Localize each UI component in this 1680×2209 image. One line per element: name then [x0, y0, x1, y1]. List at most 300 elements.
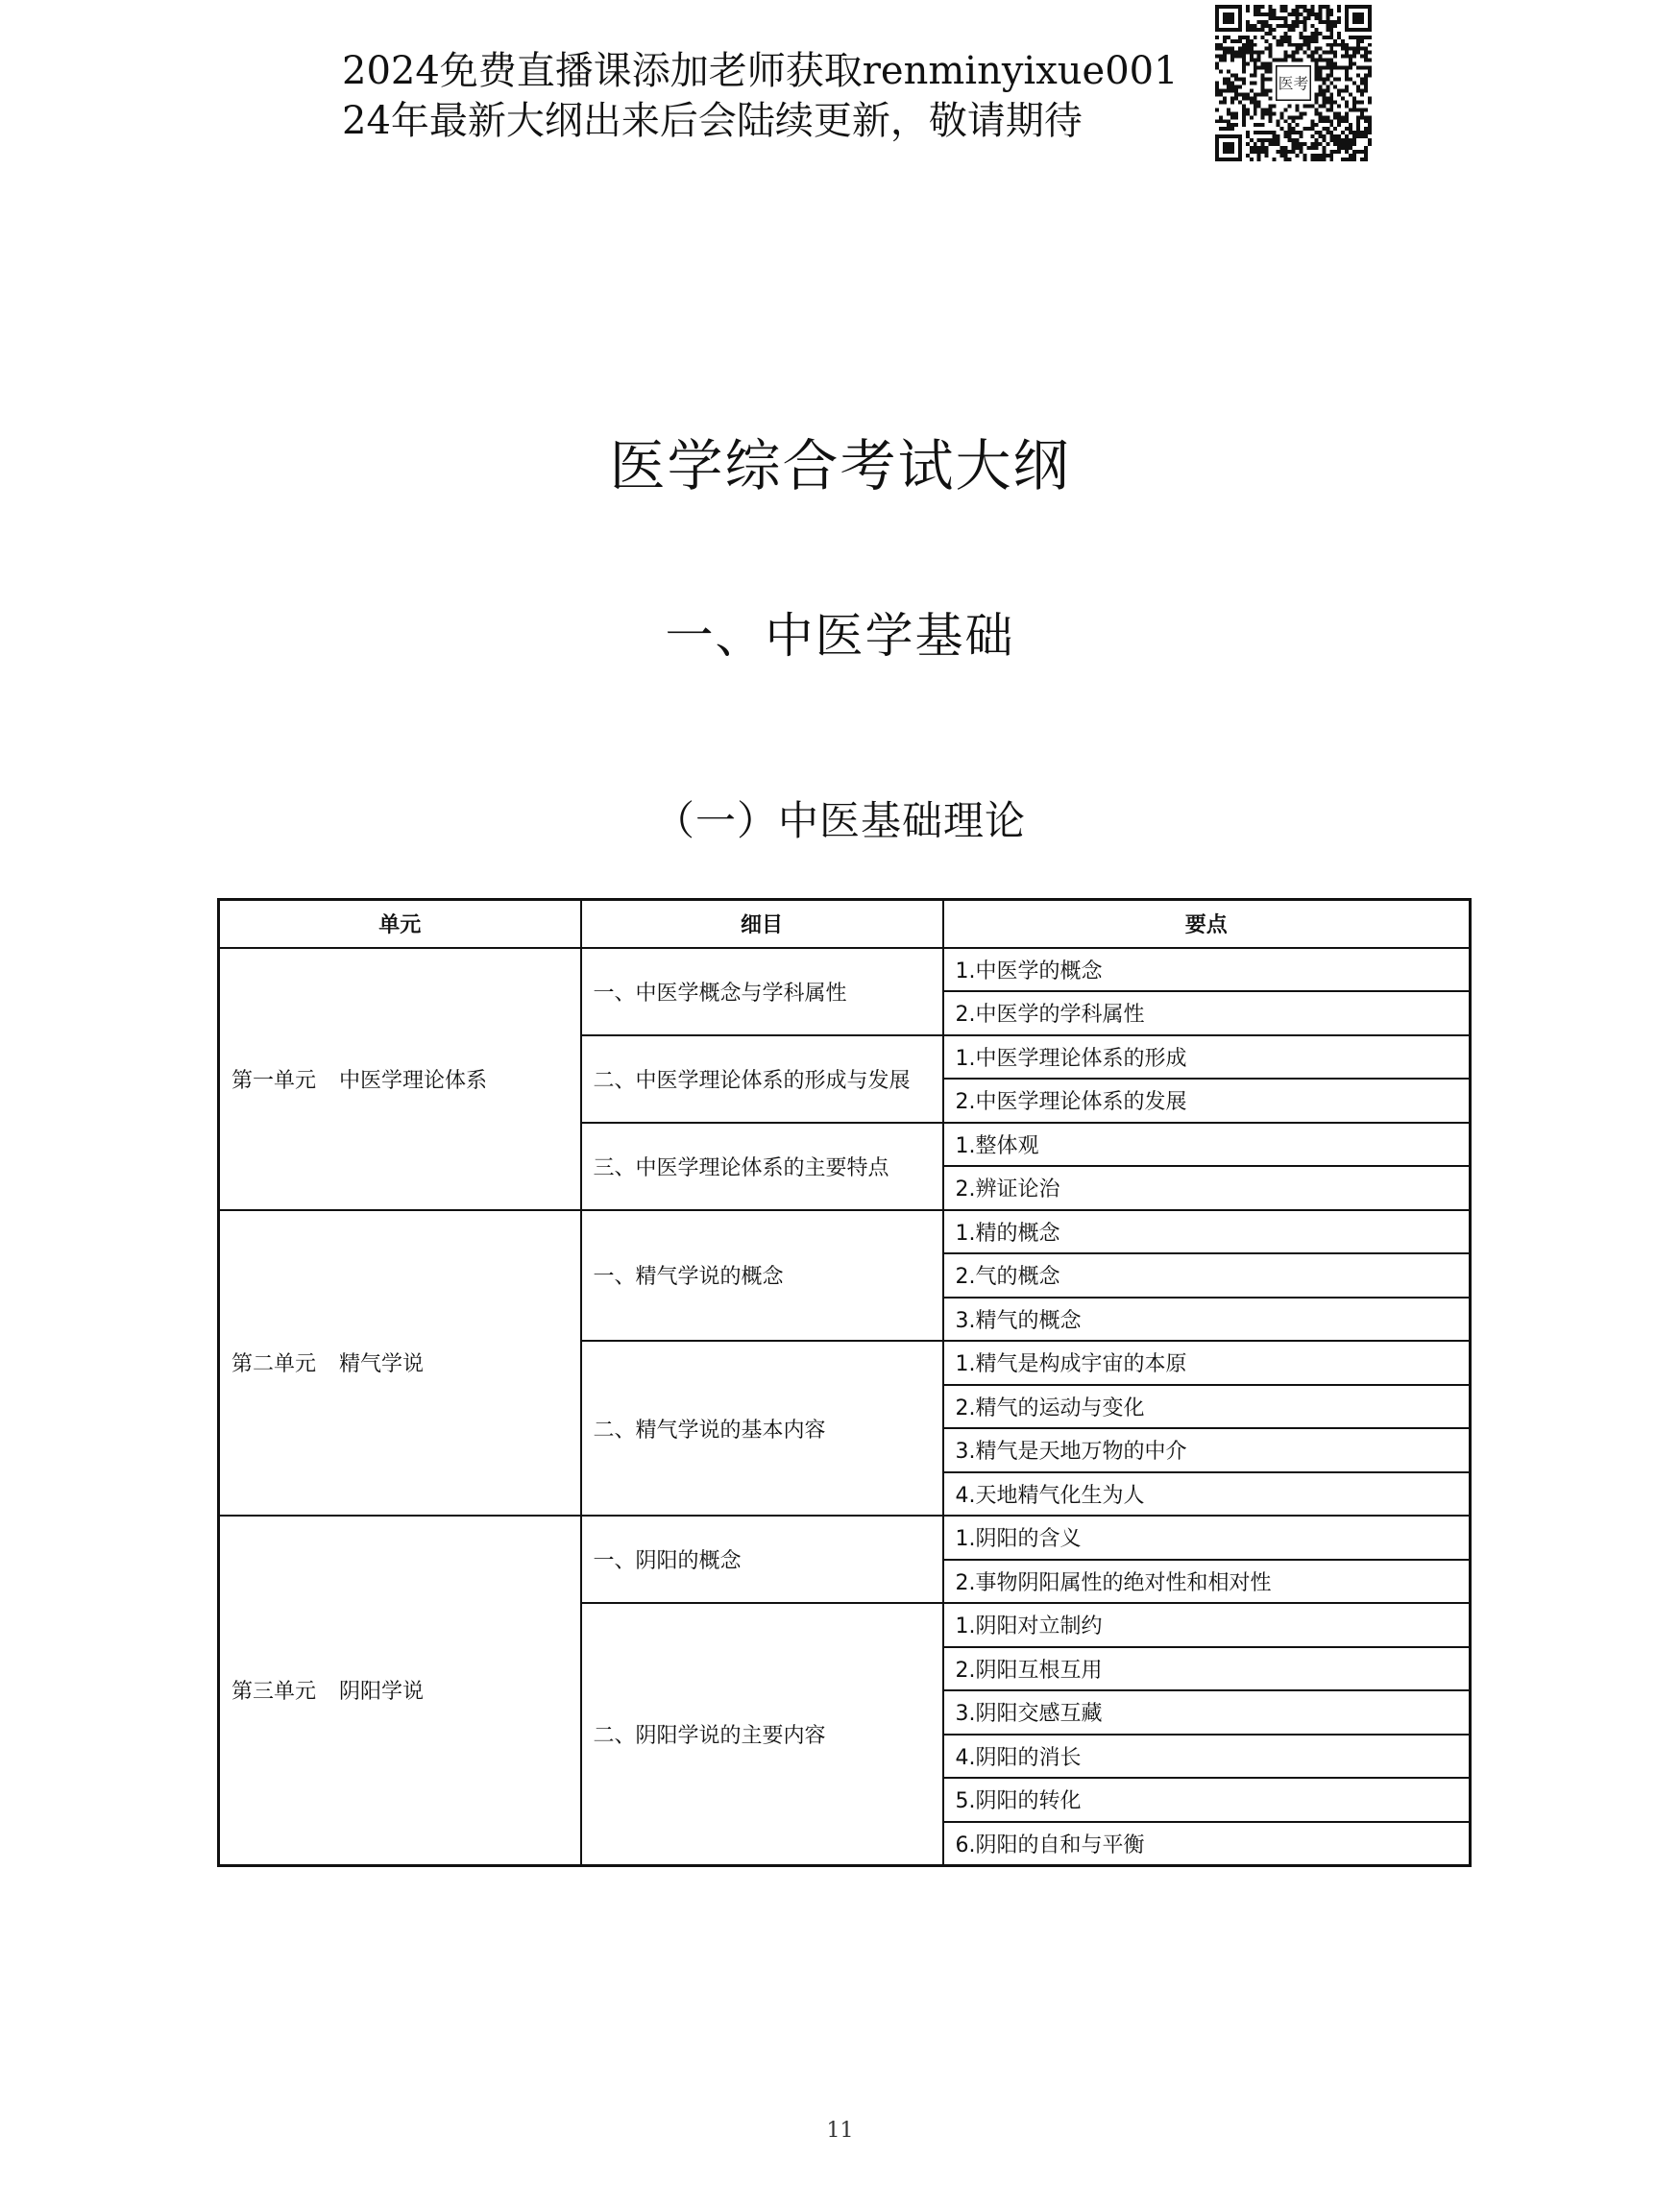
qr-module [1288, 138, 1292, 142]
qr-module [1360, 134, 1364, 138]
qr-module [1341, 88, 1345, 92]
qr-module [1337, 119, 1341, 123]
qr-module [1261, 88, 1265, 92]
qr-module [1215, 62, 1219, 66]
qr-module [1326, 62, 1329, 66]
qr-module [1215, 55, 1219, 59]
qr-module [1368, 66, 1372, 70]
qr-module [1238, 92, 1242, 96]
qr-module [1337, 36, 1341, 39]
qr-module [1310, 55, 1314, 59]
qr-module [1242, 70, 1246, 74]
qr-module [1295, 47, 1299, 51]
qr-module [1246, 36, 1250, 39]
qr-module [1269, 43, 1273, 47]
qr-module [1322, 100, 1326, 104]
qr-module [1341, 66, 1345, 70]
qr-module [1292, 150, 1296, 154]
qr-module [1273, 142, 1277, 146]
qr-module [1292, 115, 1296, 119]
point-cell: 1.阴阳的含义 [943, 1516, 1471, 1560]
qr-module [1337, 134, 1341, 138]
qr-module [1326, 154, 1329, 158]
qr-module [1238, 100, 1242, 104]
qr-module [1368, 74, 1372, 78]
qr-module [1223, 96, 1227, 100]
qr-module [1246, 131, 1250, 134]
qr-module [1261, 12, 1265, 16]
qr-module [1273, 28, 1277, 32]
qr-module [1295, 24, 1299, 28]
qr-module [1364, 36, 1368, 39]
qr-module [1329, 12, 1333, 16]
qr-module [1345, 78, 1349, 82]
qr-module [1345, 134, 1349, 138]
qr-module [1246, 5, 1250, 9]
unit-name: 精气学说 [339, 1352, 425, 1377]
point-cell: 2.事物阴阳属性的绝对性和相对性 [943, 1560, 1471, 1604]
qr-module [1284, 158, 1288, 161]
qr-module [1265, 78, 1269, 82]
qr-module [1242, 115, 1246, 119]
qr-module [1284, 51, 1288, 55]
qr-module [1329, 154, 1333, 158]
syllabus-table [217, 898, 1472, 1867]
qr-module [1352, 100, 1356, 104]
qr-module [1273, 36, 1277, 39]
table-row [219, 1516, 1471, 1560]
qr-module [1314, 108, 1318, 111]
qr-module [1368, 59, 1372, 62]
qr-module [1299, 47, 1303, 51]
qr-module [1215, 66, 1219, 70]
qr-module [1352, 131, 1356, 134]
qr-module [1329, 51, 1333, 55]
qr-module [1303, 158, 1306, 161]
qr-module [1314, 70, 1318, 74]
qr-module [1364, 134, 1368, 138]
qr-module [1303, 20, 1306, 24]
qr-module [1333, 111, 1337, 115]
qr-module [1250, 59, 1254, 62]
qr-module [1318, 85, 1322, 88]
qr-module [1257, 55, 1261, 59]
qr-module [1326, 24, 1329, 28]
qr-module [1337, 146, 1341, 150]
qr-module [1265, 146, 1269, 150]
qr-module [1254, 123, 1257, 127]
qr-module [1227, 111, 1230, 115]
qr-module [1318, 16, 1322, 20]
qr-module [1345, 70, 1349, 74]
qr-module [1219, 47, 1223, 51]
qr-module [1356, 134, 1360, 138]
qr-module [1310, 51, 1314, 55]
qr-module [1356, 131, 1360, 134]
qr-module [1277, 123, 1280, 127]
unit-number: 第一单元 [231, 1068, 317, 1093]
qr-module [1360, 131, 1364, 134]
qr-module [1269, 108, 1273, 111]
qr-module [1364, 127, 1368, 131]
qr-module [1295, 115, 1299, 119]
qr-module [1261, 131, 1265, 134]
qr-module [1269, 88, 1273, 92]
qr-module [1265, 92, 1269, 96]
qr-module [1322, 5, 1326, 9]
qr-module [1345, 88, 1349, 92]
qr-module [1352, 138, 1356, 142]
qr-module [1295, 20, 1299, 24]
qr-module [1261, 146, 1265, 150]
qr-module [1215, 108, 1219, 111]
qr-module [1303, 9, 1306, 12]
qr-module [1292, 59, 1296, 62]
qr-module [1227, 47, 1230, 51]
qr-module [1295, 43, 1299, 47]
qr-module [1265, 111, 1269, 115]
qr-module [1284, 59, 1288, 62]
qr-module [1329, 138, 1333, 142]
qr-module [1360, 88, 1364, 92]
qr-module [1349, 123, 1352, 127]
qr-module [1314, 51, 1318, 55]
qr-module [1356, 108, 1360, 111]
qr-module [1314, 96, 1318, 100]
qr-module [1326, 108, 1329, 111]
qr-module [1318, 131, 1322, 134]
qr-module [1349, 154, 1352, 158]
qr-module [1257, 9, 1261, 12]
qr-module [1295, 138, 1299, 142]
qr-module [1310, 59, 1314, 62]
qr-module [1284, 24, 1288, 28]
qr-module [1333, 66, 1337, 70]
qr-module [1242, 62, 1246, 66]
qr-module [1269, 78, 1273, 82]
qr-module [1314, 154, 1318, 158]
qr-module [1280, 9, 1284, 12]
qr-module [1284, 39, 1288, 43]
qr-module [1318, 59, 1322, 62]
qr-module [1230, 115, 1234, 119]
qr-module [1322, 96, 1326, 100]
qr-module [1250, 74, 1254, 78]
qr-module [1326, 131, 1329, 134]
qr-module [1303, 5, 1306, 9]
qr-module [1254, 59, 1257, 62]
qr-module [1322, 20, 1326, 24]
qr-module [1310, 24, 1314, 28]
qr-module [1352, 55, 1356, 59]
qr-module [1326, 119, 1329, 123]
qr-module [1250, 82, 1254, 85]
qr-module [1261, 78, 1265, 82]
qr-module [1215, 43, 1219, 47]
unit-number: 第三单元 [231, 1680, 317, 1705]
point-cell: 3.阴阳交感互藏 [943, 1690, 1471, 1735]
qr-module [1299, 115, 1303, 119]
qr-module [1333, 127, 1337, 131]
qr-module [1257, 158, 1261, 161]
qr-module [1337, 111, 1341, 115]
qr-module [1284, 146, 1288, 150]
qr-module [1329, 150, 1333, 154]
qr-module [1322, 88, 1326, 92]
qr-module [1329, 62, 1333, 66]
qr-module [1280, 154, 1284, 158]
qr-module [1254, 36, 1257, 39]
qr-module [1277, 24, 1280, 28]
qr-module [1326, 66, 1329, 70]
qr-module [1219, 70, 1223, 74]
qr-module [1310, 104, 1314, 108]
qr-module [1345, 43, 1349, 47]
qr-module [1299, 142, 1303, 146]
qr-module [1265, 150, 1269, 154]
item-cell: 三、中医学理论体系的主要特点 [581, 1123, 943, 1210]
qr-module [1257, 150, 1261, 154]
qr-module [1341, 43, 1345, 47]
qr-module [1368, 142, 1372, 146]
point-cell: 1.阴阳对立制约 [943, 1603, 1471, 1647]
qr-module [1257, 154, 1261, 158]
qr-module [1318, 32, 1322, 36]
qr-module [1322, 146, 1326, 150]
qr-module [1265, 24, 1269, 28]
qr-module [1257, 138, 1261, 142]
qr-module [1288, 12, 1292, 16]
qr-module [1368, 138, 1372, 142]
qr-module [1292, 146, 1296, 150]
qr-module [1368, 131, 1372, 134]
qr-module [1333, 142, 1337, 146]
qr-module [1238, 36, 1242, 39]
qr-module [1360, 150, 1364, 154]
qr-module [1352, 158, 1356, 161]
qr-module [1295, 12, 1299, 16]
header-item: 细目 [581, 900, 943, 948]
qr-module [1284, 36, 1288, 39]
qr-module [1333, 100, 1337, 104]
qr-module [1318, 92, 1322, 96]
qr-module [1288, 127, 1292, 131]
qr-module [1360, 78, 1364, 82]
qr-module [1337, 142, 1341, 146]
qr-module [1349, 47, 1352, 51]
qr-module [1246, 134, 1250, 138]
qr-module [1265, 70, 1269, 74]
qr-module [1364, 154, 1368, 158]
qr-module [1223, 51, 1227, 55]
qr-module [1250, 150, 1254, 154]
header-promo-line-1: 2024免费直播课添加老师获取renminyixue001 [342, 49, 1179, 93]
qr-module [1219, 100, 1223, 104]
qr-module [1349, 108, 1352, 111]
qr-module [1234, 55, 1238, 59]
qr-module [1299, 111, 1303, 115]
qr-module [1280, 111, 1284, 115]
qr-module [1273, 138, 1277, 142]
qr-module [1356, 127, 1360, 131]
qr-module [1257, 59, 1261, 62]
qr-module [1360, 55, 1364, 59]
qr-module [1257, 20, 1261, 24]
qr-module [1254, 74, 1257, 78]
qr-module [1322, 66, 1326, 70]
qr-module [1288, 43, 1292, 47]
qr-module [1288, 24, 1292, 28]
qr-module [1314, 92, 1318, 96]
qr-module [1250, 100, 1254, 104]
table-header-row [219, 900, 1471, 948]
qr-module [1322, 36, 1326, 39]
qr-module [1356, 100, 1360, 104]
qr-module [1368, 51, 1372, 55]
qr-module [1265, 66, 1269, 70]
qr-module [1227, 88, 1230, 92]
qr-module [1333, 43, 1337, 47]
qr-module [1299, 5, 1303, 9]
qr-module [1250, 158, 1254, 161]
qr-module [1341, 115, 1345, 119]
qr-module [1246, 92, 1250, 96]
qr-module [1254, 100, 1257, 104]
qr-module [1318, 142, 1322, 146]
qr-module [1280, 150, 1284, 154]
qr-module [1269, 12, 1273, 16]
qr-module [1368, 127, 1372, 131]
qr-module [1288, 104, 1292, 108]
qr-module [1329, 66, 1333, 70]
qr-module [1269, 24, 1273, 28]
qr-module [1364, 150, 1368, 154]
qr-module [1254, 104, 1257, 108]
qr-module [1314, 66, 1318, 70]
qr-module [1352, 142, 1356, 146]
qr-module [1352, 36, 1356, 39]
qr-module [1230, 96, 1234, 100]
qr-module [1261, 62, 1265, 66]
qr-module [1341, 47, 1345, 51]
qr-module [1261, 138, 1265, 142]
qr-module [1246, 9, 1250, 12]
qr-module [1368, 70, 1372, 74]
qr-module [1257, 12, 1261, 16]
qr-module [1295, 142, 1299, 146]
qr-module [1238, 85, 1242, 88]
qr-module [1306, 146, 1310, 150]
qr-module [1310, 123, 1314, 127]
qr-module [1337, 20, 1341, 24]
point-cell: 2.气的概念 [943, 1253, 1471, 1298]
qr-module [1280, 5, 1284, 9]
qr-module [1246, 96, 1250, 100]
qr-module [1314, 39, 1318, 43]
qr-module [1269, 70, 1273, 74]
qr-module [1292, 55, 1296, 59]
qr-module [1215, 47, 1219, 51]
qr-module [1292, 119, 1296, 123]
qr-module [1337, 115, 1341, 119]
qr-module [1227, 119, 1230, 123]
qr-module [1246, 111, 1250, 115]
qr-module [1310, 146, 1314, 150]
qr-module [1326, 74, 1329, 78]
qr-module [1277, 138, 1280, 142]
qr-module [1322, 104, 1326, 108]
qr-module [1257, 100, 1261, 104]
qr-module [1329, 92, 1333, 96]
qr-module [1326, 96, 1329, 100]
qr-module [1227, 78, 1230, 82]
qr-module [1314, 47, 1318, 51]
qr-module [1295, 131, 1299, 134]
qr-module [1250, 88, 1254, 92]
qr-module [1352, 104, 1356, 108]
qr-module [1352, 108, 1356, 111]
section-title: 一、中医学基础 [665, 608, 1015, 664]
qr-module [1269, 115, 1273, 119]
qr-module [1265, 108, 1269, 111]
qr-module [1352, 96, 1356, 100]
point-cell: 4.阴阳的消长 [943, 1735, 1471, 1779]
qr-module [1261, 123, 1265, 127]
qr-module [1219, 88, 1223, 92]
qr-module [1318, 158, 1322, 161]
qr-module [1261, 142, 1265, 146]
qr-module [1326, 59, 1329, 62]
qr-module [1269, 111, 1273, 115]
qr-module [1322, 134, 1326, 138]
qr-module [1223, 100, 1227, 104]
qr-module [1254, 92, 1257, 96]
qr-module [1329, 119, 1333, 123]
qr-module [1265, 154, 1269, 158]
qr-module [1329, 123, 1333, 127]
qr-module [1314, 78, 1318, 82]
qr-module [1227, 127, 1230, 131]
qr-module [1230, 88, 1234, 92]
qr-module [1284, 134, 1288, 138]
qr-module [1277, 134, 1280, 138]
qr-module [1261, 20, 1265, 24]
qr-module [1295, 123, 1299, 127]
qr-module [1265, 39, 1269, 43]
qr-module [1345, 138, 1349, 142]
qr-module [1246, 39, 1250, 43]
qr-module [1215, 85, 1219, 88]
qr-module [1295, 108, 1299, 111]
qr-module [1333, 138, 1337, 142]
qr-module [1273, 59, 1277, 62]
qr-module [1306, 55, 1310, 59]
qr-module [1318, 115, 1322, 119]
qr-module [1337, 92, 1341, 96]
qr-module [1246, 47, 1250, 51]
qr-module [1364, 47, 1368, 51]
qr-module [1227, 51, 1230, 55]
qr-module [1310, 119, 1314, 123]
qr-module [1254, 43, 1257, 47]
qr-module [1345, 66, 1349, 70]
qr-module [1277, 142, 1280, 146]
qr-module [1250, 43, 1254, 47]
qr-module [1223, 47, 1227, 51]
qr-module [1314, 59, 1318, 62]
qr-module [1265, 131, 1269, 134]
qr-module [1254, 142, 1257, 146]
